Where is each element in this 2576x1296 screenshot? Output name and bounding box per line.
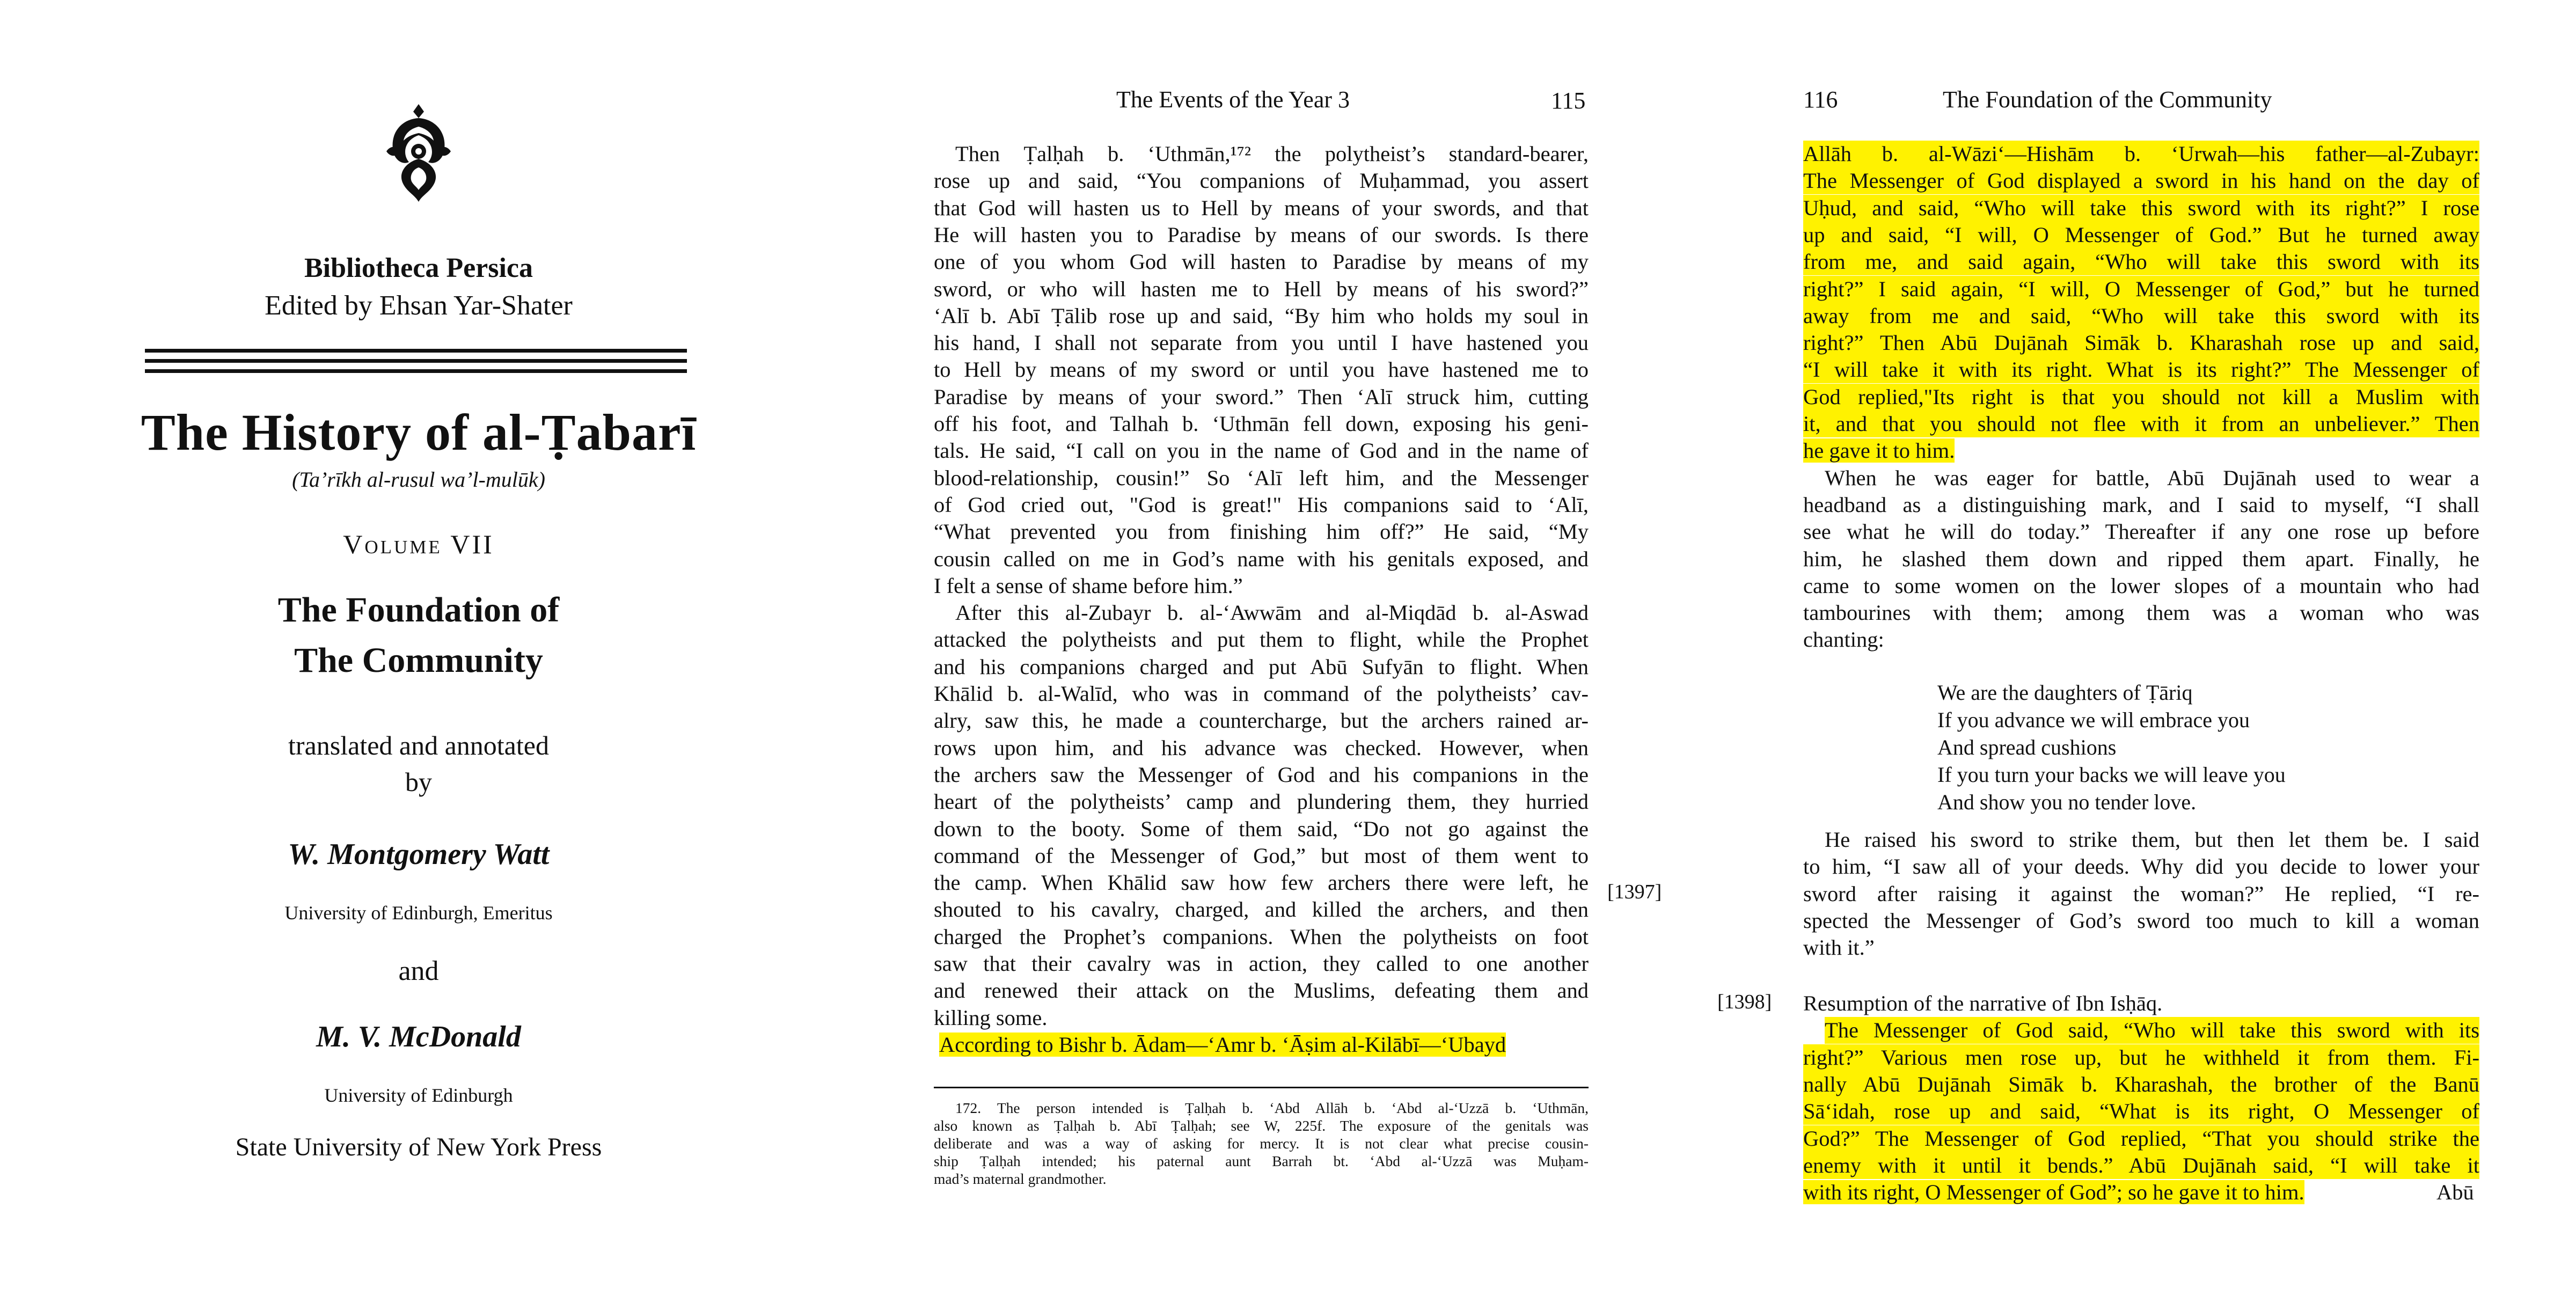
author-watt: W. Montgomery Watt bbox=[288, 838, 550, 871]
text-line bbox=[1803, 1179, 2426, 1206]
text-line bbox=[1803, 167, 2479, 194]
text-line: one of you whom God will hasten to Paradise by means of my bbox=[934, 250, 1589, 274]
text-line: sword, or who will hasten me to Hell by means of his sword?” bbox=[934, 276, 1589, 301]
text-line: tambourines with them; among them was a woman who was bbox=[1803, 601, 2479, 625]
text-line: shouted to his cavalry, charged, and killed the archers, and then bbox=[934, 897, 1589, 922]
verse-line: And show you no tender love. bbox=[1937, 790, 2197, 814]
fleuron-ornament-icon bbox=[381, 102, 456, 204]
affiliation-mcdonald: University of Edinburgh bbox=[324, 1085, 513, 1106]
text-line: heart of the polytheists’ camp and plundering them, they hurried bbox=[934, 789, 1589, 814]
text-line: to him, “I saw all of your deeds. Why did you decide to lower your bbox=[1803, 854, 2479, 879]
text-line bbox=[1803, 384, 2479, 411]
highlighted-text: right?” Various men rose up, but he withheld it from them. Fi- bbox=[1803, 1044, 2479, 1071]
text-line: his hand, I shall not separate from you until I have hastened you bbox=[934, 331, 1589, 355]
highlighted-text: it, and that you should not flee with it from an unbeliever.” Then bbox=[1803, 411, 2479, 437]
highlighted-text: Sā‘idah, rose up and said, “What is its right, O Messenger of bbox=[1803, 1098, 2479, 1125]
footnote-line: 172. The person intended is Ṭalḥah b. ‘Abd Allāh b. ‘Abd al-‘Uzzā b. ‘Uthmān, bbox=[955, 1100, 1589, 1116]
text-line bbox=[1803, 141, 2479, 167]
text-line bbox=[1803, 437, 2479, 464]
text-line: saw that their cavalry was in action, they called to one another bbox=[934, 951, 1589, 976]
publisher: State University of New York Press bbox=[235, 1133, 602, 1161]
text-line: blood-relationship, cousin!” So ‘Alī left him, and the Messenger bbox=[934, 465, 1589, 490]
translated-line-1: translated and annotated bbox=[288, 730, 549, 760]
text-line: killing some. bbox=[934, 1005, 1048, 1030]
running-head: The Events of the Year 3 bbox=[1116, 86, 1350, 113]
highlighted-text: The Messenger of God displayed a sword in his hand on the day of bbox=[1803, 167, 2479, 194]
text-line: and his companions charged and put Abū Sufyān to flight. When bbox=[934, 654, 1589, 679]
translated-by bbox=[129, 727, 708, 800]
book-title: The History of al-Ṭabarī bbox=[141, 404, 697, 461]
margin-ref-1398: [1398] bbox=[1717, 991, 1772, 1013]
affiliation-watt: University of Edinburgh, Emeritus bbox=[284, 902, 553, 924]
text-line: charged the Prophet’s companions. When the polytheists on foot bbox=[934, 924, 1589, 949]
highlighted-text: nally Abū Dujānah Simāk b. Kharashah, the brother of the Banū bbox=[1803, 1071, 2479, 1098]
text-line: with it.” bbox=[1803, 935, 1875, 960]
text-line: Paradise by means of your sword.” Then ‘Alī struck him, cutting bbox=[934, 384, 1589, 409]
text-line: down to the booty. Some of them said, “Do not go against the bbox=[934, 816, 1589, 841]
highlighted-text: Uḥud, and said, “Who will take this sword with its right?” I rose bbox=[1803, 195, 2479, 222]
text-line bbox=[1803, 1152, 2479, 1179]
footnote-rule bbox=[934, 1087, 1589, 1088]
text-line: ‘Alī b. Abī Ṭālib rose up and said, “By him who holds my soul in bbox=[934, 303, 1589, 328]
series-title: Bibliotheca Persica bbox=[304, 253, 533, 283]
footnote-line: ship Ṭalḥah intended; his paternal aunt Barrah bt. ‘Abd al-‘Uzzā was Muḥam- bbox=[934, 1153, 1589, 1169]
footnote-line: mad’s maternal grandmother. bbox=[934, 1170, 1107, 1187]
text-line: the camp. When Khālid saw how few archers there were left, he bbox=[934, 870, 1589, 895]
highlighted-text: “I will take it with its right. What is its right?” The Messenger of bbox=[1803, 356, 2479, 383]
text-line: him, he slashed them down and ripped them apart. Finally, he bbox=[1803, 546, 2479, 571]
text-line: When he was eager for battle, Abū Dujānah used to wear a bbox=[1825, 465, 2479, 490]
highlighted-text: The Messenger of God said, “Who will take this sword with its bbox=[1825, 1017, 2479, 1044]
text-line bbox=[1803, 303, 2479, 330]
page-115 bbox=[934, 0, 1589, 1296]
text-line: alry, saw this, he made a countercharge, but the archers rained ar- bbox=[934, 708, 1589, 733]
text-line: spected the Messenger of God’s sword too much to kill a woman bbox=[1803, 908, 2479, 933]
text-line: Then Ṭalḥah b. ‘Uthmān,¹⁷² the polytheist’s standard-bearer, bbox=[955, 142, 1589, 166]
highlighted-text: enemy with it until it bends.” Abū Dujānah said, “I will take it bbox=[1803, 1152, 2479, 1179]
text-line: that God will hasten us to Hell by means of your swords, and that bbox=[934, 195, 1589, 220]
title-page bbox=[129, 0, 708, 1296]
verse-line: If you advance we will embrace you bbox=[1937, 708, 2250, 732]
verse-line: We are the daughters of Ṭāriq bbox=[1937, 680, 2193, 705]
text-line: Resumption of the narrative of Ibn Isḥāq. bbox=[1803, 991, 2163, 1015]
text-line: I felt a sense of shame before him.” bbox=[934, 573, 1243, 598]
highlighted-text: from me, and said again, “Who will take this sword with its bbox=[1803, 248, 2479, 275]
text-line bbox=[1803, 195, 2479, 222]
text-line bbox=[1803, 222, 2479, 248]
text-line: After this al-Zubayr b. al-‘Awwām and al-Miqdād b. al-Aswad bbox=[955, 601, 1589, 625]
text-line bbox=[1803, 1098, 2479, 1125]
text-line bbox=[1803, 411, 2479, 437]
double-rule-divider bbox=[145, 349, 687, 381]
text-line: rose up and said, “You companions of Muḥammad, you assert bbox=[934, 169, 1589, 193]
text-line: attacked the polytheists and put them to flight, while the Prophet bbox=[934, 627, 1589, 652]
text-line bbox=[1803, 1071, 2479, 1098]
and-connector: and bbox=[398, 956, 439, 986]
page-number: 116 bbox=[1803, 86, 1838, 113]
text-line: see what he will do today.” Thereafter if any one rose up before bbox=[1803, 519, 2479, 544]
footnote-line: deliberate and was a way of asking for mercy. It is not clear what precise cousin- bbox=[934, 1135, 1589, 1152]
text-line: of God cried out, "God is great!" His companions said to ‘Alī, bbox=[934, 492, 1589, 517]
text-line bbox=[1825, 1017, 2479, 1044]
text-line bbox=[1803, 248, 2479, 275]
highlighted-text: According to Bishr b. Ādam—‘Amr b. ‘Āṣim al-Kilābī—‘Ubayd bbox=[939, 1032, 1506, 1057]
highlighted-text: God replied,"Its right is that you should not kill a Muslim with bbox=[1803, 384, 2479, 411]
text-line: command of the Messenger of God,” but most of them went to bbox=[934, 843, 1589, 868]
volume-title-line-1: The Foundation of bbox=[277, 590, 560, 629]
text-line: He raised his sword to strike them, but then let them be. I said bbox=[1825, 828, 2479, 852]
text-line: sword after raising it against the woman?” He replied, “I re- bbox=[1803, 881, 2479, 906]
text-line bbox=[1803, 1125, 2479, 1152]
author-mcdonald: M. V. McDonald bbox=[316, 1020, 521, 1053]
text-line: “What prevented you from finishing him off?” He said, “My bbox=[934, 519, 1589, 544]
volume-title bbox=[129, 585, 708, 686]
text-line: cousin called on me in God’s name with his genitals exposed, and bbox=[934, 546, 1589, 571]
highlighted-text: he gave it to him. bbox=[1803, 438, 1955, 463]
text-line bbox=[1803, 1044, 2479, 1071]
text-line: headband as a distinguishing mark, and I said to myself, “I shall bbox=[1803, 492, 2479, 517]
text-line bbox=[1803, 330, 2479, 356]
highlighted-text: right?” Then Abū Dujānah Simāk b. Kharashah rose up and said, bbox=[1803, 330, 2479, 356]
text-line bbox=[1803, 276, 2479, 303]
text-line bbox=[1803, 356, 2479, 383]
text-line bbox=[939, 1031, 1583, 1058]
translated-line-2: by bbox=[405, 767, 432, 797]
text-line: came to some women on the lower slopes of a mountain who had bbox=[1803, 573, 2479, 598]
text-line: rows upon him, and his advance was checked. However, when bbox=[934, 735, 1589, 760]
series-editor: Edited by Ehsan Yar-Shater bbox=[265, 290, 573, 321]
footnote-line: also known as Ṭalḥah b. Abī Ṭalḥah; see W, 225f. The exposure of the genitals was bbox=[934, 1117, 1589, 1134]
highlighted-text: with its right, O Messenger of God”; so he gave it to him. bbox=[1803, 1180, 2304, 1205]
running-head: The Foundation of the Community bbox=[1943, 86, 2272, 113]
margin-ref-1397: [1397] bbox=[1607, 881, 1662, 903]
text-line: Khālid b. al-Walīd, who was in command of the polytheists’ cav- bbox=[934, 682, 1589, 706]
verse-line: If you turn your backs we will leave you bbox=[1937, 763, 2286, 787]
text-line: tals. He said, “I call on you in the name of God and in the name of bbox=[934, 438, 1589, 463]
volume-title-line-2: The Community bbox=[294, 641, 543, 680]
highlighted-text: Allāh b. al-Wāzi‘—Hishām b. ‘Urwah—his father—al-Zubayr: bbox=[1803, 141, 2479, 167]
verse-line: And spread cushions bbox=[1937, 735, 2117, 759]
text-line: off his foot, and Talhah b. ‘Uthmān fell down, exposing his geni- bbox=[934, 412, 1589, 436]
text-line: the archers saw the Messenger of God and his companions in the bbox=[934, 762, 1589, 787]
highlighted-text: up and said, “I will, O Messenger of God.” But he turned away bbox=[1803, 222, 2479, 248]
text-line: to Hell by means of my sword or until you have hastened me to bbox=[934, 357, 1589, 382]
page-number: 115 bbox=[1551, 87, 1586, 114]
text-line: Abū bbox=[2436, 1180, 2474, 1205]
highlighted-text: God?” The Messenger of God replied, “That you should strike the bbox=[1803, 1125, 2479, 1152]
volume-label: Volume VII bbox=[343, 529, 494, 559]
highlighted-text: away from me and said, “Who will take this sword with its bbox=[1803, 303, 2479, 330]
book-subtitle: (Ta’rīkh al-rusul wa’l-mulūk) bbox=[292, 467, 545, 492]
text-line: He will hasten you to Paradise by means of our swords. Is there bbox=[934, 222, 1589, 247]
text-line: chanting: bbox=[1803, 627, 1884, 652]
page-116 bbox=[1803, 0, 2479, 1296]
text-line: and renewed their attack on the Muslims, defeating them and bbox=[934, 978, 1589, 1003]
highlighted-text: right?” I said again, “I will, O Messenger of God,” but he turned bbox=[1803, 276, 2479, 303]
